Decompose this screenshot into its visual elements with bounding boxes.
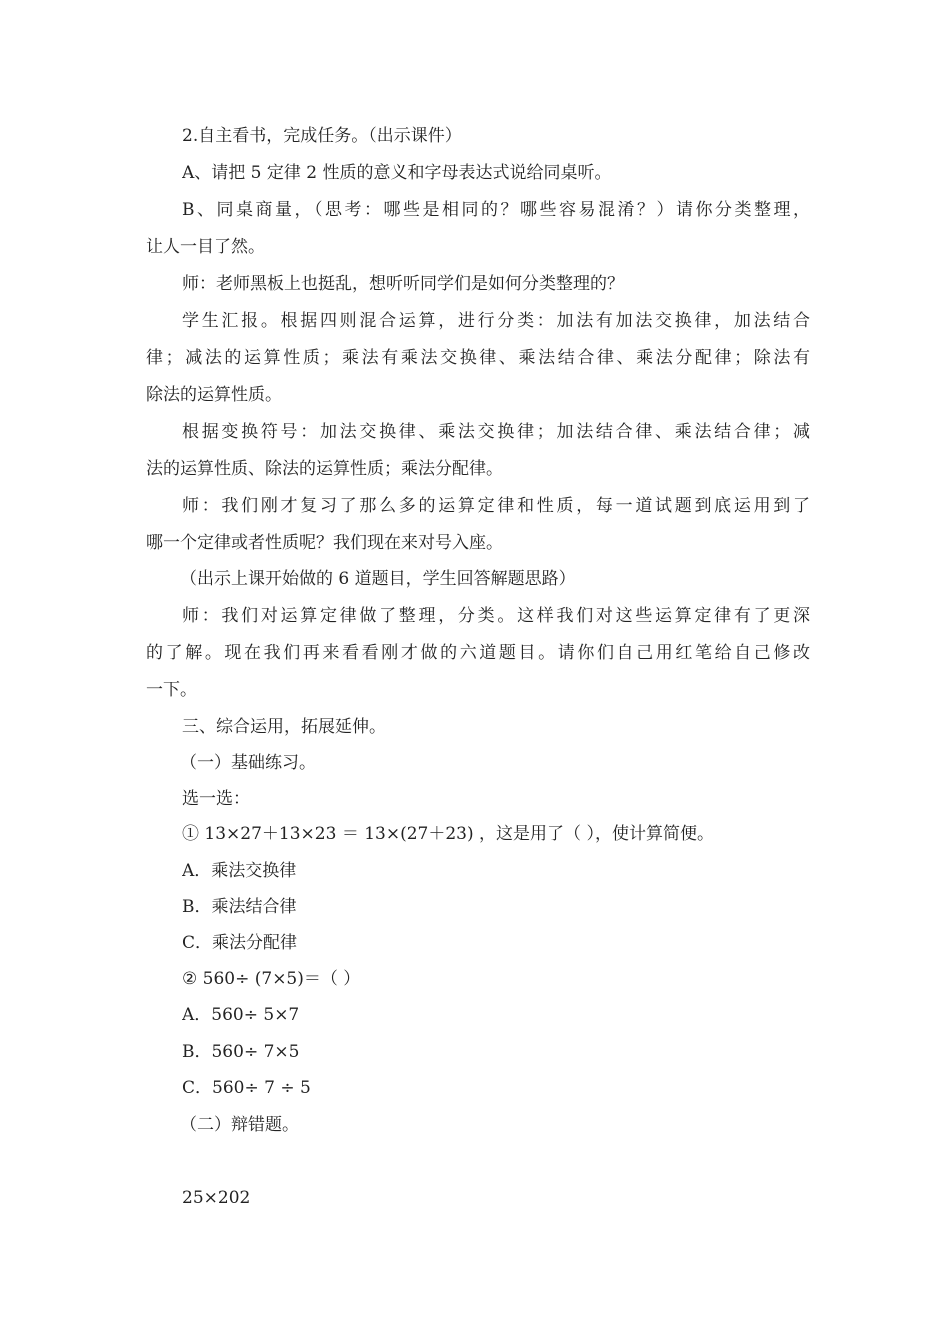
- paragraph-line: 的了解。现在我们再来看看刚才做的六道题目。请你们自己用红笔给自己修改: [146, 643, 810, 663]
- paragraph-line: 法的运算性质、除法的运算性质；乘法分配律。: [146, 459, 503, 479]
- paragraph-line: 2.自主看书，完成任务。（出示课件）: [182, 126, 462, 146]
- paragraph-line: 师：我们对运算定律做了整理，分类。这样我们对这些运算定律有了更深: [182, 606, 810, 626]
- subsection-heading: （二）辩错题。: [180, 1115, 299, 1135]
- paragraph-line: 让人一目了然。: [146, 237, 265, 257]
- expression-line: 25×202: [182, 1188, 251, 1208]
- paragraph-line: （出示上课开始做的 6 道题目，学生回答解题思路）: [180, 569, 576, 589]
- paragraph-line: 根据变换符号：加法交换律、乘法交换律；加法结合律、乘法结合律；减: [182, 422, 810, 442]
- paragraph-line: 学生汇报。根据四则混合运算，进行分类：加法有加法交换律，加法结合: [182, 311, 810, 331]
- option-line: C．乘法分配律: [182, 933, 298, 953]
- paragraph-line: 除法的运算性质。: [146, 385, 282, 405]
- option-line: C．560÷ 7 ÷ 5: [182, 1078, 311, 1098]
- option-line: B．乘法结合律: [182, 897, 297, 917]
- option-line: A．乘法交换律: [182, 861, 297, 881]
- option-line: A．560÷ 5×7: [182, 1005, 300, 1025]
- paragraph-line: 一下。: [146, 680, 197, 700]
- paragraph-line: 哪一个定律或者性质呢？我们现在来对号入座。: [146, 533, 503, 553]
- section-heading: 三、综合运用，拓展延伸。: [182, 717, 386, 737]
- question-line: ② 560÷ (7×5)＝（ ）: [182, 969, 361, 989]
- question-line: ① 13×27＋13×23 ＝ 13×(27＋23) ，这是用了（ ），使计算简便。: [182, 824, 714, 844]
- paragraph-line: 律；减法的运算性质；乘法有乘法交换律、乘法结合律、乘法分配律；除法有: [146, 348, 810, 368]
- paragraph-line: B、同桌商量，（思考：哪些是相同的？哪些容易混淆？）请你分类整理，: [182, 200, 810, 220]
- subsection-heading: （一）基础练习。: [180, 753, 316, 773]
- option-line: B．560÷ 7×5: [182, 1042, 300, 1062]
- paragraph-line: 师：我们刚才复习了那么多的运算定律和性质，每一道试题到底运用到了: [182, 496, 810, 516]
- paragraph-line: 选一选：: [182, 789, 250, 809]
- paragraph-line: 师：老师黑板上也挺乱，想听听同学们是如何分类整理的？: [182, 274, 624, 294]
- paragraph-line: A、请把 5 定律 2 性质的意义和字母表达式说给同桌听。: [182, 163, 612, 183]
